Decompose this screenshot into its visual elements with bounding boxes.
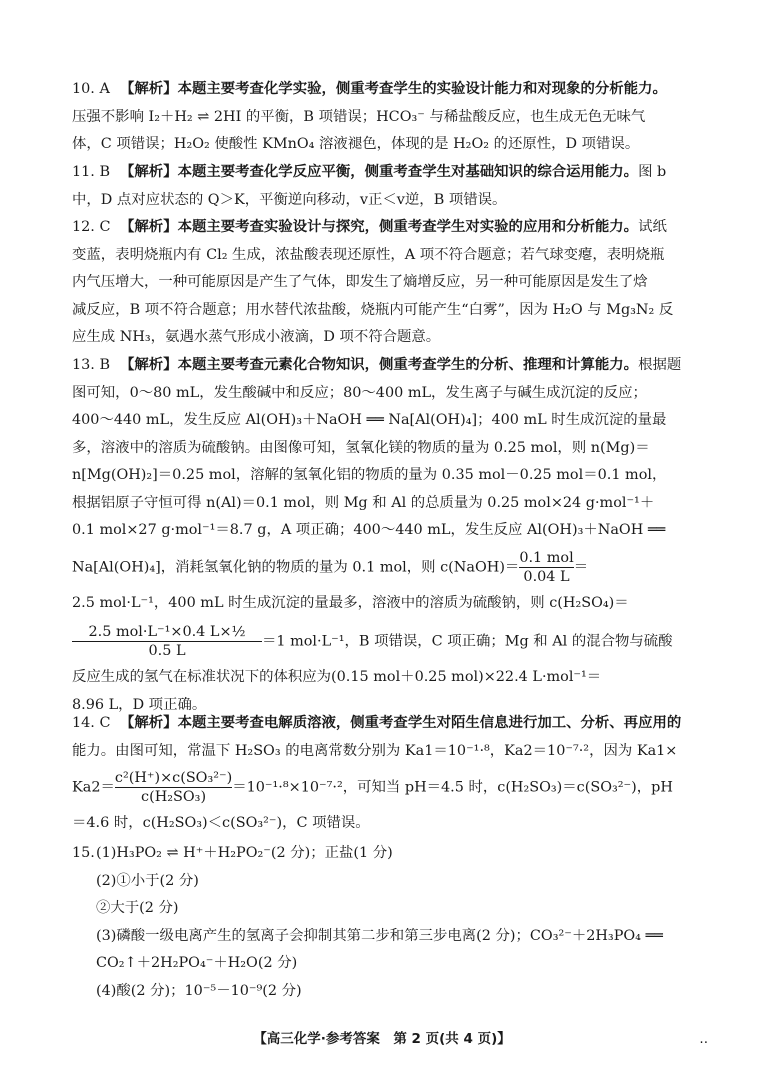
text-line: 400～440 mL，发生反应 Al(OH)₃＋NaOH ══ Na[Al(OH)₄]；400 mL 时生成沉淀的量最 — [72, 412, 667, 428]
page-footer — [0, 1026, 764, 1054]
fraction-naoh — [519, 549, 573, 586]
fraction-denominator: 0.5 L — [72, 641, 262, 660]
question-12 — [72, 214, 696, 352]
question-number: 15. — [72, 845, 95, 861]
fraction-h2so4 — [72, 623, 262, 660]
answer-part: CO₂↑＋2H₂PO₄⁻＋H₂O(2 分) — [96, 955, 298, 971]
text-line: 2.5 mol·L⁻¹，400 mL 时生成沉淀的量最多，溶液中的溶质为硫酸钠，则 c(H₂SO₄)＝ — [72, 594, 629, 611]
question-10 — [72, 76, 696, 159]
question-14 — [72, 710, 696, 838]
question-number: 14. C — [72, 715, 111, 731]
answer-part: (1)H₃PO₂ ⇌ H⁺＋H₂PO₂⁻(2 分)；正盐(1 分) — [96, 845, 393, 861]
text-line: 能力。由图可知，常温下 H₂SO₃ 的电离常数分别为 Ka1＝10⁻¹·⁸，Ka2＝10⁻⁷·²，因为 Ka1× — [72, 742, 678, 759]
text-line: 变蓝，表明烧瓶内有 Cl₂ 生成，浓盐酸表现还原性，A 项不符合题意；若气球变瘪，表明烧瓶 — [72, 246, 665, 263]
question-13 — [72, 352, 696, 719]
text-line: 减反应，B 项不符合题意；用水替代浓盐酸，烧瓶内可能产生“白雾”，因为 H₂O 与 Mg₃N₂ 反 — [72, 301, 674, 318]
answer-part: (2)①小于(2 分) — [96, 872, 199, 889]
text-line: 中，D 点对应状态的 Q＞K，平衡逆向移动，v正＜v逆，B 项错误。 — [72, 191, 507, 208]
analysis-heading: 【解析】本题主要考查实验设计与探究，侧重考查学生对实验的应用和分析能力。 — [120, 219, 639, 235]
question-number: 13. B — [72, 357, 111, 373]
text-line — [72, 623, 696, 660]
text-line: 多，溶液中的溶质为硫酸钠。由图像可知，氢氧化镁的物质的量为 0.25 mol，则 n(Mg)＝ — [72, 439, 650, 456]
fraction-denominator: 0.04 L — [519, 567, 573, 586]
footer-dots: .. — [699, 1031, 708, 1047]
answer-part: (3)磷酸一级电离产生的氢离子会抑制其第二步和第三步电离(2 分)；CO₃²⁻＋2H₃PO₄ ══ — [96, 927, 663, 944]
question-15 — [72, 840, 696, 1005]
text-line: 反应生成的氢气在标准状况下的体积应为(0.15 mol＋0.25 mol)×22.4 L·mol⁻¹＝ — [72, 669, 602, 685]
answer-part: ②大于(2 分) — [96, 900, 179, 916]
text-fragment: 根据题 — [638, 357, 682, 373]
fraction-numerator: 2.5 mol·L⁻¹×0.4 L×½ — [88, 624, 246, 640]
analysis-heading: 【解析】本题主要考查化学实验，侧重考查学生的实验设计能力和对现象的分析能力。 — [120, 81, 667, 97]
text-line: 体，C 项错误；H₂O₂ 使酸性 KMnO₄ 溶液褪色，体现的是 H₂O₂ 的还原性，D 项错误。 — [72, 136, 640, 152]
question-number: 12. C — [72, 219, 111, 235]
text-line: ＝4.6 时，c(H₂SO₃)＜c(SO₃²⁻)，C 项错误。 — [72, 815, 370, 831]
fraction-ka — [115, 769, 232, 806]
text-line: 8.96 L，D 项正确。 — [72, 696, 207, 713]
footer-text: 【高三化学·参考答案 第 2 页(共 4 页)】 — [253, 1031, 511, 1047]
text-fragment: Ka2＝ — [72, 779, 115, 796]
text-fragment: ＝1 mol·L⁻¹，B 项错误，C 项正确；Mg 和 Al 的混合物与硫酸 — [262, 633, 673, 650]
text-fragment: 图 b — [638, 164, 667, 180]
question-number: 10. A — [72, 81, 110, 97]
text-line — [72, 549, 696, 586]
text-fragment: Na[Al(OH)₄]，消耗氢氧化钠的物质的量为 0.1 mol，则 c(NaOH)＝ — [72, 559, 520, 575]
text-line — [72, 769, 696, 806]
fraction-denominator: c(H₂SO₃) — [115, 787, 232, 806]
text-line: 压强不影响 I₂＋H₂ ⇌ 2HI 的平衡，B 项错误；HCO₃⁻ 与稀盐酸反应，也生成无色无味气 — [72, 108, 646, 125]
question-11 — [72, 159, 696, 214]
text-line: 应生成 NH₃，氨遇水蒸气形成小液滴，D 项不符合题意。 — [72, 329, 441, 345]
text-line: n[Mg(OH)₂]＝0.25 mol，溶解的氢氧化铝的物质的量为 0.35 mol－0.25 mol＝0.1 mol， — [72, 467, 667, 483]
answer-part: (4)酸(2 分)；10⁻⁵－10⁻⁹(2 分) — [96, 982, 302, 999]
text-line: 根据铝原子守恒可得 n(Al)＝0.1 mol，则 Mg 和 Al 的总质量为 0.25 mol×24 g·mol⁻¹＋ — [72, 494, 655, 511]
text-fragment: 试纸 — [638, 219, 667, 235]
analysis-heading: 【解析】本题主要考查元素化合物知识，侧重考查学生的分析、推理和计算能力。 — [120, 357, 639, 373]
fraction-numerator: c²(H⁺)×c(SO₃²⁻) — [114, 770, 233, 786]
text-fragment: ＝ — [573, 559, 589, 575]
fraction-numerator: 0.1 mol — [519, 549, 574, 566]
analysis-heading: 【解析】本题主要考查化学反应平衡，侧重考查学生对基础知识的综合运用能力。 — [120, 164, 639, 180]
text-line: 内气压增大，一种可能原因是产生了气体，即发生了熵增反应，另一种可能原因是发生了焓 — [72, 274, 648, 290]
analysis-heading: 【解析】本题主要考查电解质溶液，侧重考查学生对陌生信息进行加工、分析、再应用的 — [120, 715, 682, 731]
text-fragment: ＝10⁻¹·⁸×10⁻⁷·²，可知当 pH＝4.5 时，c(H₂SO₃)＝c(SO₃²⁻)，pH — [232, 779, 673, 796]
question-number: 11. B — [72, 164, 111, 180]
text-line: 图可知，0～80 mL，发生酸碱中和反应；80～400 mL，发生离子与碱生成沉淀的反应； — [72, 384, 647, 401]
text-line: 0.1 mol×27 g·mol⁻¹＝8.7 g，A 项正确；400～440 mL，发生反应 Al(OH)₃＋NaOH ══ — [72, 522, 666, 538]
